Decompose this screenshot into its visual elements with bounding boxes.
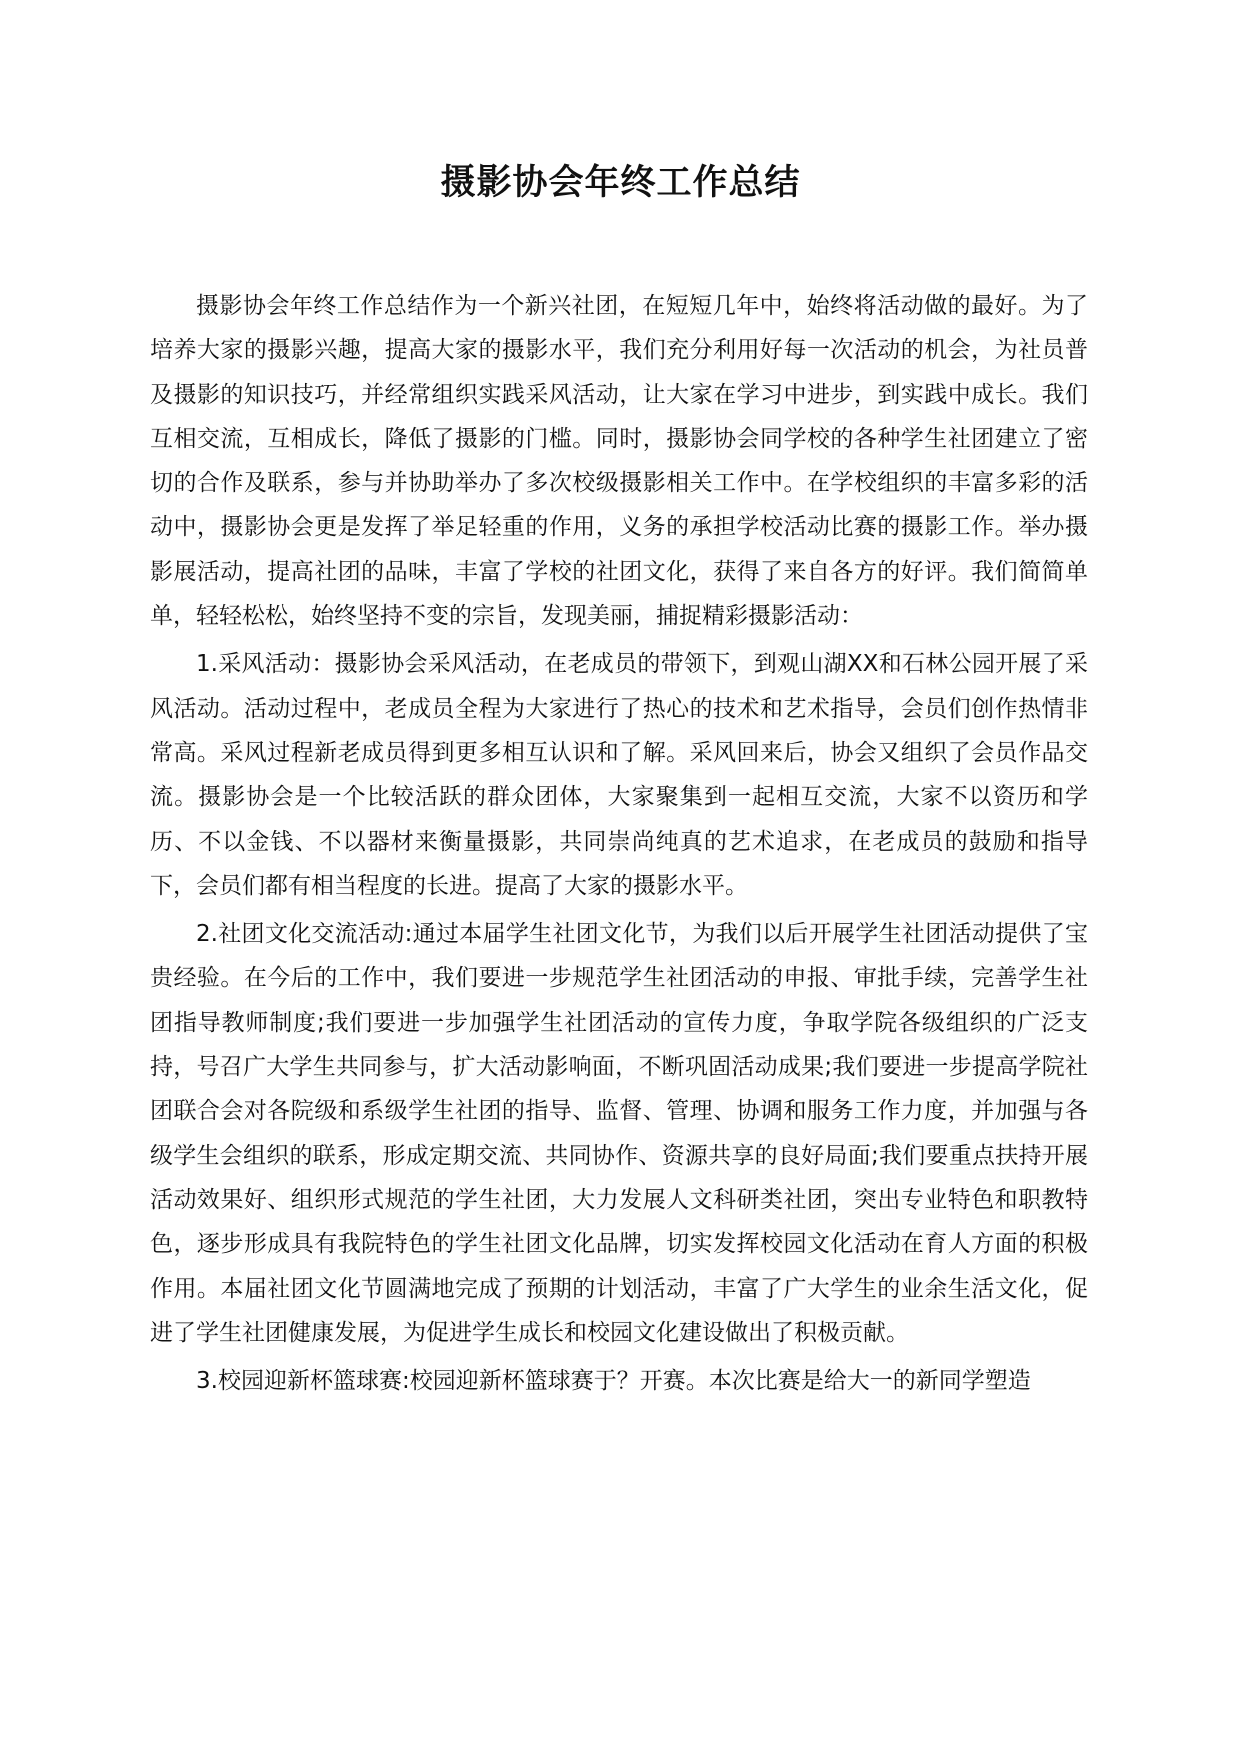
document-body — [150, 284, 1088, 1403]
paragraph-item-2: 2.社团文化交流活动:通过本届学生社团文化节，为我们以后开展学生社团活动提供了宝贵经验。在今后的工作中，我们要进一步规范学生社团活动的申报、审批手续，完善学生社团指导教师制度;我们要进一步加强学生社团活动的宣传力度，争取学院各级组织的广泛支持，号召广大学生共同参与，扩大活动影响面，不断巩固活动成果;我们要进一步提高学院社团联合会对各院级和系级学生社团的指导、监督、管理、协调和服务工作力度，并加强与各级学生会组织的联系，形成定期交流、共同协作、资源共享的良好局面;我们要重点扶持开展活动效果好、组织形式规范的学生社团，大力发展人文科研类社团，突出专业特色和职教特色，逐步形成具有我院特色的学生社团文化品牌，切实发挥校园文化活动在育人方面的积极作用。本届社团文化节圆满地完成了预期的计划活动，丰富了广大学生的业余生活文化，促进了学生社团健康发展，为促进学生成长和校园文化建设做出了积极贡献。 — [150, 921, 1088, 1346]
document-title: 摄影协会年终工作总结 — [440, 163, 801, 203]
paragraph-intro: 摄影协会年终工作总结作为一个新兴社团，在短短几年中，始终将活动做的最好。为了培养大家的摄影兴趣，提高大家的摄影水平，我们充分利用好每一次活动的机会，为社员普及摄影的知识技巧，并经常组织实践采风活动，让大家在学习中进步，到实践中成长。我们互相交流，互相成长，降低了摄影的门槛。同时，摄影协会同学校的各种学生社团建立了密切的合作及联系，参与并协助举办了多次校级摄影相关工作中。在学校组织的丰富多彩的活动中，摄影协会更是发挥了举足轻重的作用，义务的承担学校活动比赛的摄影工作。举办摄影展活动，提高社团的品味，丰富了学校的社团文化，获得了来自各方的好评。我们简简单单，轻轻松松，始终坚持不变的宗旨，发现美丽，捕捉精彩摄影活动： — [150, 293, 1088, 630]
paragraph-item-1: 1.采风活动：摄影协会采风活动，在老成员的带领下，到观山湖XX和石林公园开展了采风活动。活动过程中，老成员全程为大家进行了热心的技术和艺术指导，会员们创作热情非常高。采风过程新老成员得到更多相互认识和了解。采风回来后，协会又组织了会员作品交流。摄影协会是一个比较活跃的群众团体，大家聚集到一起相互交流，大家不以资历和学历、不以金钱、不以器材来衡量摄影，共同崇尚纯真的艺术追求，在老成员的鼓励和指导下，会员们都有相当程度的长进。提高了大家的摄影水平。 — [150, 651, 1088, 899]
paragraph-item-3: 3.校园迎新杯篮球赛:校园迎新杯篮球赛于？开赛。本次比赛是给大一的新同学塑造 — [196, 1368, 1031, 1395]
